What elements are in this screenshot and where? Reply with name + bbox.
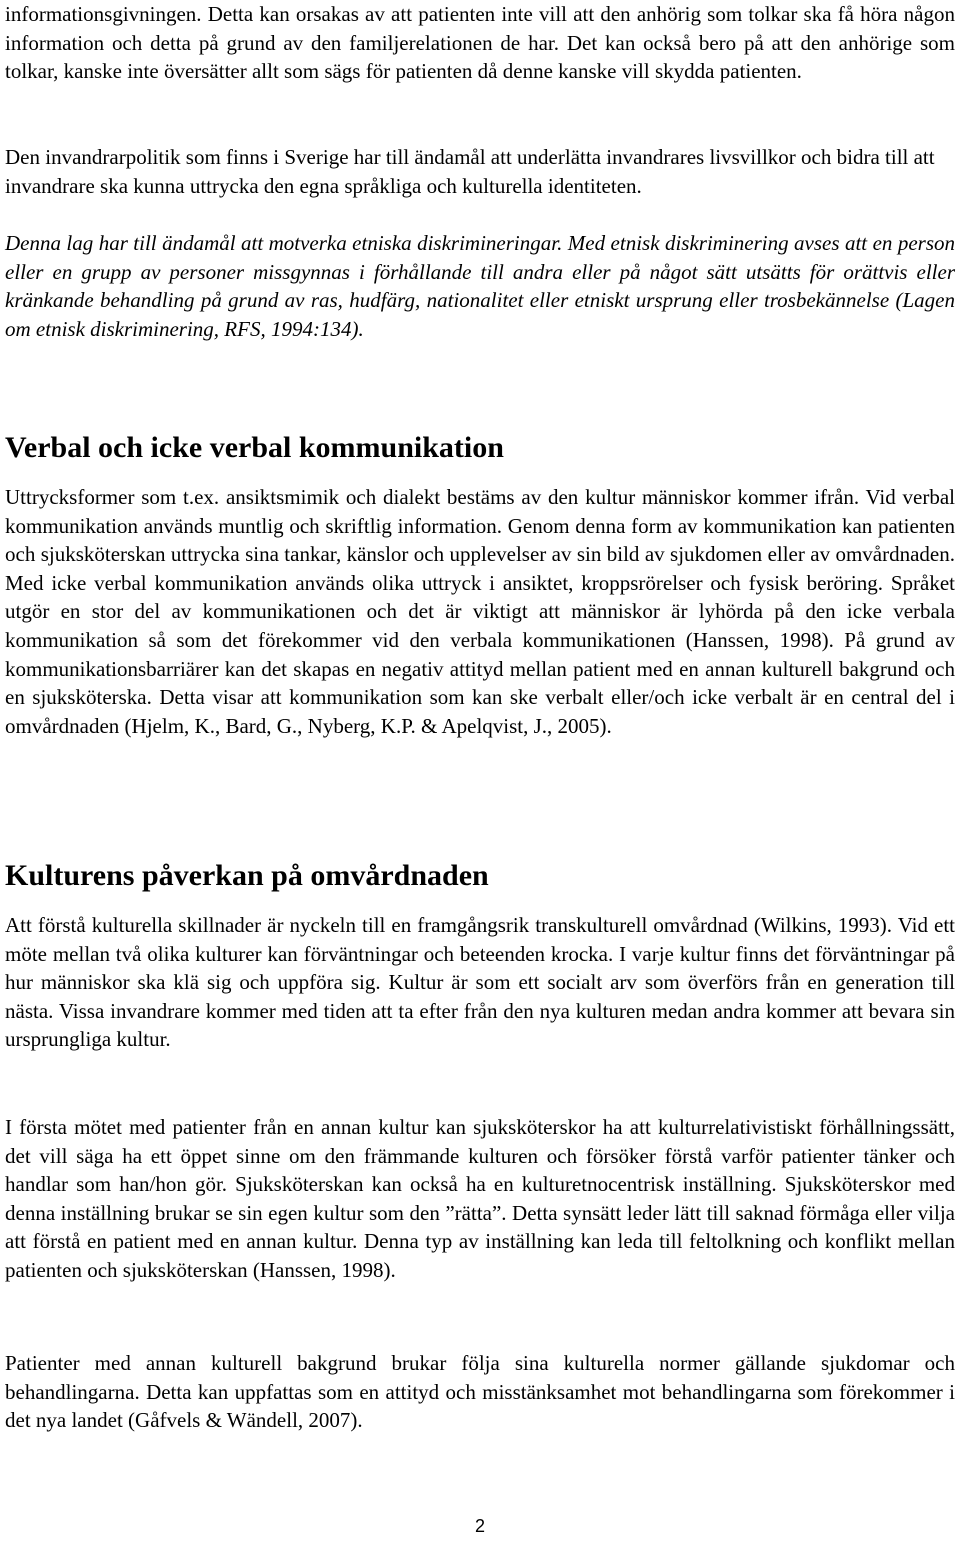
paragraph-forsta-motet: I första mötet med patienter från en annan kultur kan sjuksköterskor ha att kulturrelativistiskt förhållningssätt, det vill säga ha ett öppet sinne om den främmande kulturen och försöker förstå varför patienter tänker och handlar som han/hon gör. Sjuksköterskan kan också ha en kulturetnocentrisk inställning. Sjuksköterskor med denna inställning brukar se sin egen kultur som den ”rätta”. Detta synsätt leder lätt till saknad förmåga eller vilja att förstå en patient med en annan kultur. Denna typ av inställning kan leda till feltolkning och konflikt mellan patienten och sjuksköterskan (Hanssen, 1998). — [5, 1115, 955, 1282]
page-number: 2 — [474, 1516, 485, 1536]
paragraph-informationsgivning: informationsgivningen. Detta kan orsakas av att patienten inte vill att den anhörig som tolkar ska få höra någon information och detta på grund av den familjerelationen de har. Det kan också bero på att den anhörige som tolkar, kanske inte översätter allt som sägs för patienten då denne kanske vill skydda patienten. — [5, 2, 955, 84]
paragraph-kulturella-skillnader: Att förstå kulturella skillnader är nyckeln till en framgångsrik transkulturell omvårdnad (Wilkins, 1993). Vid ett möte mellan två olika kulturer kan förväntningar och beteenden krocka. I varje kultur finns det förväntningar på hur människor ska klä sig och uppföra sig. Kultur är som ett socialt arv som överförs från en generation till nästa. Vissa invandrare kommer med tiden att ta efter från den nya kulturen medan andra kommer att bevara sin ursprungliga kultur. — [5, 913, 955, 1052]
heading-verbal-kommunikation: Verbal och icke verbal kommunikation — [5, 431, 504, 464]
paragraph-etnisk-diskriminering: Denna lag har till ändamål att motverka etniska diskrimineringar. Med etnisk diskriminering avses att en person eller en grupp av personer missgynnas i förhållande till andra eller på något sätt utsätts för orättvis eller kränkande behandling på grund av ras, hudfärg, nationalitet eller etniskt ursprung eller trosbekännelse (Lagen om etnisk diskriminering, RFS, 1994:134). — [5, 231, 955, 341]
paragraph-invandrarpolitik: Den invandrarpolitik som finns i Sverige har till ändamål att underlätta invandrares livsvillkor och bidra till att invandrare ska kunna uttrycka den egna språkliga och kulturella identiteten. — [5, 145, 935, 198]
paragraph-kulturella-normer: Patienter med annan kulturell bakgrund brukar följa sina kulturella normer gällande sjukdomar och behandlingarna. Detta kan uppfattas som en attityd och misstänksamhet mot behandlingarna som förekommer i det nya landet (Gåfvels & Wändell, 2007). — [5, 1351, 955, 1433]
heading-kulturens-paverkan: Kulturens påverkan på omvårdnaden — [5, 859, 489, 892]
paragraph-verbal-kommunikation: Uttrycksformer som t.ex. ansiktsmimik och dialekt bestäms av den kultur människor kommer ifrån. Vid verbal kommunikation används muntlig och skriftlig information. Genom denna form av kommunikation kan patienten och sjuksköterskan uttrycka sina tankar, känslor och upplevelser av sin bild av sjukdomen eller av omvårdnaden. Med icke verbal kommunikation används olika uttryck i ansiktet, kroppsrörelser och fysisk beröring. Språket utgör en stor del av kommunikationen och det är viktigt att människor är lyhörda på den icke verbala kommunikation så som det förekommer vid den verbala kommunikationen (Hanssen, 1998). På grund av kommunikationsbarriärer kan det skapas en negativ attityd mellan patient med en annan kulturell bakgrund och en sjuksköterska. Detta visar att kommunikation som kan ske verbalt eller/och icke verbalt är en central del i omvårdnaden (Hjelm, K., Bard, G., Nyberg, K.P. & Apelqvist, J., 2005). — [5, 485, 955, 738]
